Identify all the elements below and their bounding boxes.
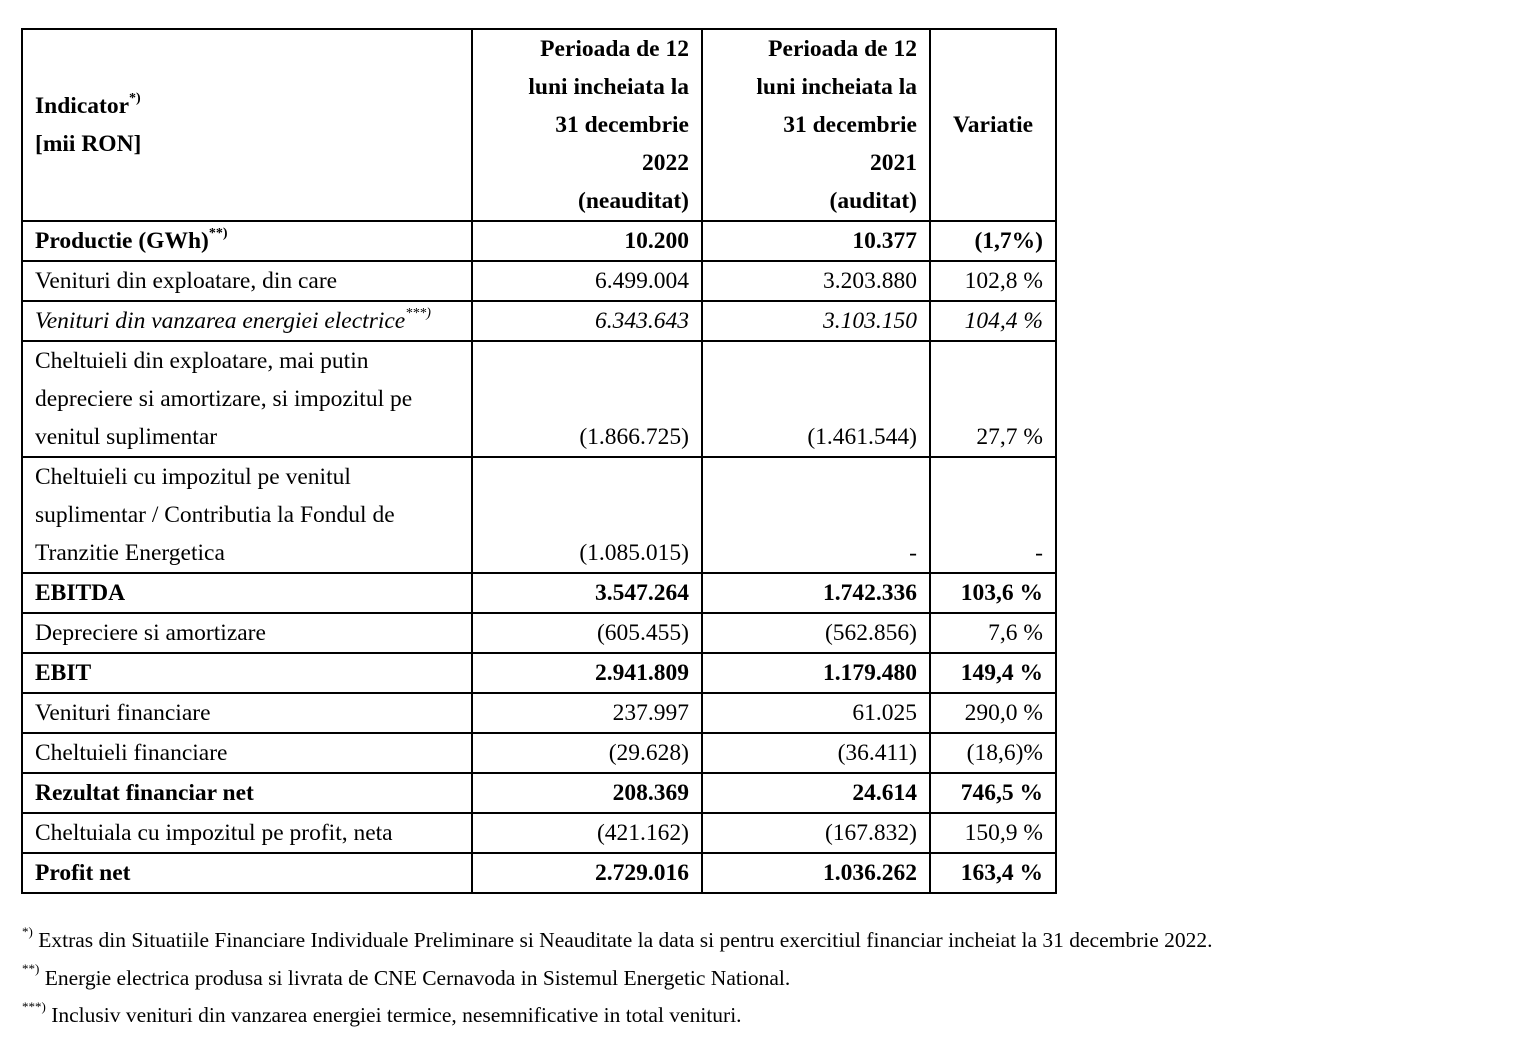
value-2021: 10.377 xyxy=(702,221,930,261)
footnote-mark: **) xyxy=(208,226,228,242)
value-2022: 237.997 xyxy=(472,693,702,733)
table-row xyxy=(22,653,1056,693)
table-row xyxy=(22,261,1056,301)
value-2021: 3.103.150 xyxy=(702,301,930,341)
variation-value: 149,4 % xyxy=(930,653,1056,693)
variation-value: 290,0 % xyxy=(930,693,1056,733)
footnotes xyxy=(22,922,1213,1035)
variation-value: 102,8 % xyxy=(930,261,1056,301)
value-2022: 2.729.016 xyxy=(472,853,702,893)
table-row xyxy=(22,341,1056,457)
value-2021: 1.036.262 xyxy=(702,853,930,893)
value-2021: (36.411) xyxy=(702,733,930,773)
table-row xyxy=(22,573,1056,613)
row-label: Cheltuieli din exploatare, mai putin depreciere si amortizare, si impozitul pe venitul suplimentar xyxy=(22,341,472,457)
indicator-footnote-mark: *) xyxy=(129,91,141,107)
variation-value: 163,4 % xyxy=(930,853,1056,893)
value-2021: (167.832) xyxy=(702,813,930,853)
row-label: EBITDA xyxy=(22,573,472,613)
footnote-1: *) Extras din Situatiile Financiare Individuale Preliminare si Neauditate la data si pentru exercitiul financiar incheiat la 31 decembrie 2022. xyxy=(22,923,1213,952)
row-label: Cheltuieli cu impozitul pe venitul suplimentar / Contributia la Fondul de Tranzitie Energetica xyxy=(22,457,472,573)
row-label: Depreciere si amortizare xyxy=(22,613,472,653)
footnote-2: **) Energie electrica produsa si livrata de CNE Cernavoda in Sistemul Energetic National. xyxy=(22,961,791,990)
variation-value: 27,7 % xyxy=(930,341,1056,457)
indicator-label: Indicator xyxy=(35,93,129,119)
value-2022: 2.941.809 xyxy=(472,653,702,693)
table-row xyxy=(22,221,1056,261)
row-label: Venituri din exploatare, din care xyxy=(22,261,472,301)
value-2021: - xyxy=(702,457,930,573)
value-2022: 3.547.264 xyxy=(472,573,702,613)
value-2022: (1.866.725) xyxy=(472,341,702,457)
variation-value: (18,6)% xyxy=(930,733,1056,773)
value-2022: 10.200 xyxy=(472,221,702,261)
table-row xyxy=(22,813,1056,853)
value-2022: (1.085.015) xyxy=(472,457,702,573)
footnote-mark: ***) xyxy=(405,306,431,322)
value-2021: 3.203.880 xyxy=(702,261,930,301)
table-row xyxy=(22,733,1056,773)
table-row xyxy=(22,693,1056,733)
value-2022: (605.455) xyxy=(472,613,702,653)
row-label: Cheltuieli financiare xyxy=(22,733,472,773)
row-label: Venituri din vanzarea energiei electrice***) xyxy=(22,301,472,341)
row-label: EBIT xyxy=(22,653,472,693)
header-period-2021: Perioada de 12 luni incheiata la 31 decembrie 2021 (auditat) xyxy=(702,29,930,221)
value-2021: 61.025 xyxy=(702,693,930,733)
variation-value: (1,7%) xyxy=(930,221,1056,261)
value-2021: (562.856) xyxy=(702,613,930,653)
value-2022: 6.499.004 xyxy=(472,261,702,301)
variation-value: 103,6 % xyxy=(930,573,1056,613)
value-2022: (29.628) xyxy=(472,733,702,773)
row-label: Venituri financiare xyxy=(22,693,472,733)
value-2021: 24.614 xyxy=(702,773,930,813)
table-row xyxy=(22,853,1056,893)
value-2021: 1.742.336 xyxy=(702,573,930,613)
table-row xyxy=(22,457,1056,573)
header-period-2022: Perioada de 12 luni incheiata la 31 decembrie 2022 (neauditat) xyxy=(472,29,702,221)
footnote-3: ***) Inclusiv venituri din vanzarea energiei termice, nesemnificative in total venituri. xyxy=(22,998,742,1027)
row-label: Rezultat financiar net xyxy=(22,773,472,813)
table-row xyxy=(22,773,1056,813)
variation-value: 7,6 % xyxy=(930,613,1056,653)
financial-table xyxy=(21,28,1057,894)
value-2022: 208.369 xyxy=(472,773,702,813)
header-variation: Variatie xyxy=(930,29,1056,221)
value-2022: 6.343.643 xyxy=(472,301,702,341)
table-row xyxy=(22,301,1056,341)
unit-label: [mii RON] xyxy=(35,131,142,157)
value-2021: (1.461.544) xyxy=(702,341,930,457)
row-label: Profit net xyxy=(22,853,472,893)
variation-value: 150,9 % xyxy=(930,813,1056,853)
row-label: Cheltuiala cu impozitul pe profit, neta xyxy=(22,813,472,853)
value-2021: 1.179.480 xyxy=(702,653,930,693)
table-header-row xyxy=(22,29,1056,221)
variation-value: 104,4 % xyxy=(930,301,1056,341)
header-indicator xyxy=(22,29,472,221)
variation-value: - xyxy=(930,457,1056,573)
variation-value: 746,5 % xyxy=(930,773,1056,813)
row-label: Productie (GWh)**) xyxy=(22,221,472,261)
table-row xyxy=(22,613,1056,653)
value-2022: (421.162) xyxy=(472,813,702,853)
